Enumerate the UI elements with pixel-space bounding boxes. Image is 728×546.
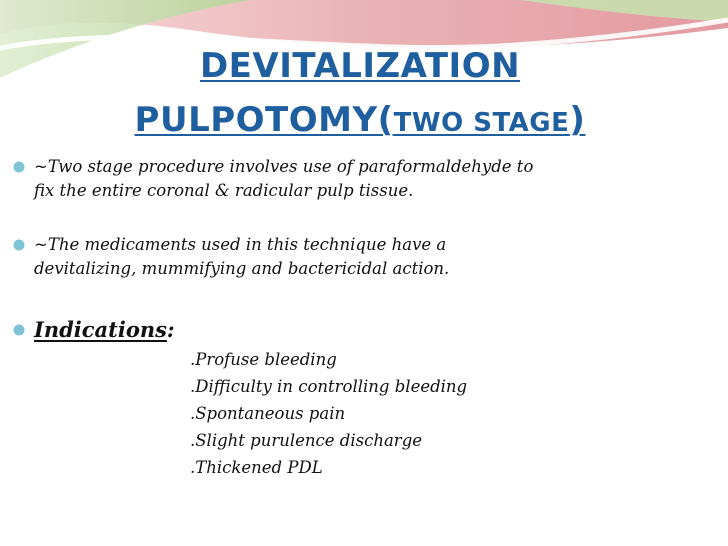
indications-colon: : xyxy=(166,317,175,342)
indication-item: .Profuse bleeding xyxy=(190,350,337,369)
slide-title-line2 xyxy=(60,98,660,145)
bullet-item xyxy=(12,233,702,281)
bullet-text xyxy=(34,155,533,203)
title-close-paren: ) xyxy=(569,100,586,140)
bullet-dot-icon xyxy=(12,238,26,252)
indication-item: .Difficulty in controlling bleeding xyxy=(190,377,468,396)
bullet-line: devitalizing, mummifying and bactericidal action. xyxy=(34,259,450,278)
indications-heading-row xyxy=(12,315,702,345)
bullet-text xyxy=(34,233,449,281)
bullet-line: fix the entire coronal & radicular pulp tissue. xyxy=(34,181,414,200)
indication-item: .Slight purulence discharge xyxy=(190,431,423,450)
bullet-line: ~Two stage procedure involves use of paraformaldehyde to xyxy=(34,157,534,176)
indications-label: Indications xyxy=(34,317,167,342)
indications-list xyxy=(190,346,467,481)
indications-heading xyxy=(34,315,175,345)
bullet-dot-icon xyxy=(12,160,26,174)
slide-title-line1: DEVITALIZATION xyxy=(199,46,521,86)
bullet-dot-icon xyxy=(12,323,26,337)
indication-item: .Spontaneous pain xyxy=(190,404,346,423)
title-subtitle: TWO STAGE xyxy=(393,108,570,138)
title-main: PULPOTOMY( xyxy=(134,100,394,140)
bullet-line: ~The medicaments used in this technique have a xyxy=(34,235,447,254)
indication-item: .Thickened PDL xyxy=(190,458,323,477)
bullet-item xyxy=(12,155,702,203)
